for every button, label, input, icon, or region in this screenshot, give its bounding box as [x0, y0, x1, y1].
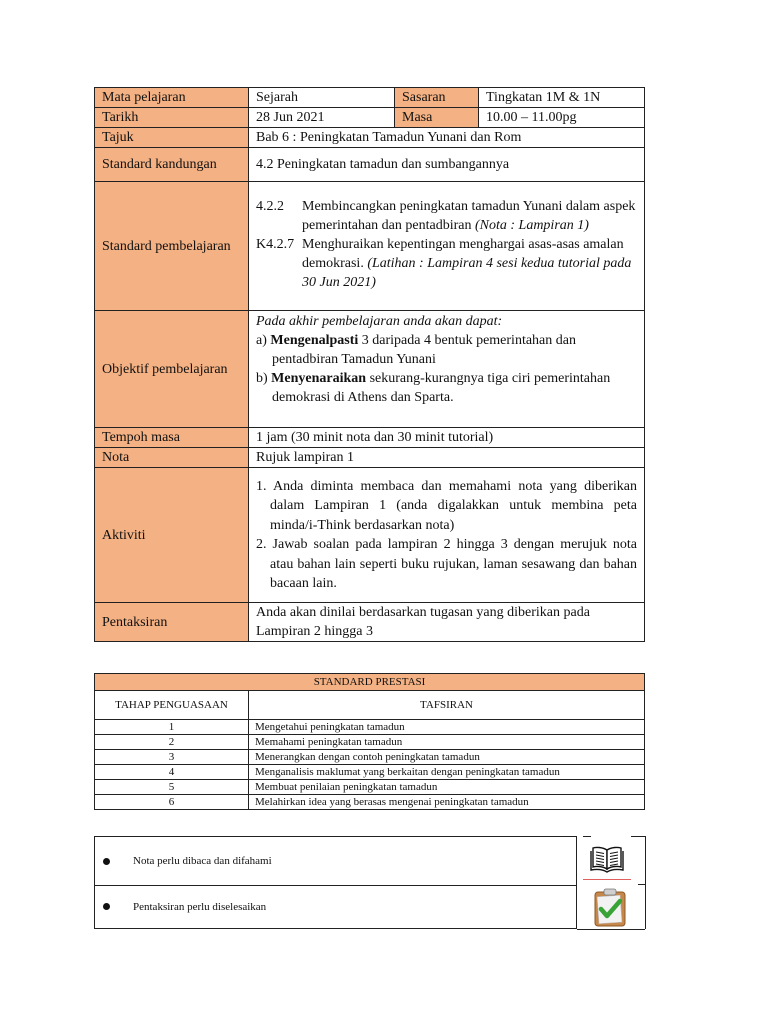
label-nota: Nota — [95, 448, 249, 468]
table-row: 6 Melahirkan idea yang berasas mengenai peningkatan tamadun — [95, 795, 645, 810]
standard-prestasi-title: STANDARD PRESTASI — [95, 674, 645, 691]
value-notes: Rujuk lampiran 1 — [249, 448, 645, 468]
lesson-plan-table — [94, 87, 645, 642]
header-row — [95, 691, 645, 720]
objective-item: b) Menyenaraikan sekurang-kurangnya tiga ciri pemerintahan demokrasi di Athens dan Sparta. — [256, 371, 611, 405]
objectives-intro: Pada akhir pembelajaran anda akan dapat: — [256, 314, 503, 329]
row-mata-pelajaran — [95, 88, 645, 108]
activity-item: 1. Anda diminta membaca dan memahami nota yang diberikan dalam Lampiran 1 (anda digalakkan untuk membina peta minda/i-Think berdasarkan nota) — [256, 478, 637, 533]
label-tarikh: Tarikh — [95, 108, 249, 128]
table-row: 1 Mengetahui peningkatan tamadun — [95, 720, 645, 735]
row-nota — [95, 448, 645, 468]
label-pentaksiran: Pentaksiran — [95, 603, 249, 642]
clipboard-check-icon — [593, 887, 627, 927]
bullet-icon — [103, 903, 110, 910]
label-tempoh: Tempoh masa — [95, 428, 249, 448]
label-standard-kandungan: Standard kandungan — [95, 148, 249, 182]
value-content-standard: 4.2 Peningkatan tamadun dan sumbangannya — [249, 148, 645, 182]
learning-standard-item: 4.2.2 Membincangkan peningkatan tamadun Yunani dalam aspek pemerintahan dan pentadbiran (Nota : Lampiran 1) — [256, 198, 636, 233]
table-row: 2 Memahami peningkatan tamadun — [95, 735, 645, 750]
reminder-text: Pentaksiran perlu diselesaikan — [133, 900, 267, 913]
standard-prestasi-table — [94, 673, 645, 810]
label-mata-pelajaran: Mata pelajaran — [95, 88, 249, 108]
learning-standards — [249, 182, 645, 311]
row-tarikh — [95, 108, 645, 128]
reminders-box — [94, 836, 644, 929]
learning-standard-item: K4.2.7 Menghuraikan kepentingan menghargai asas-asas amalan demokrasi. (Latihan : Lampiran 4 sesi kedua tutorial pada 30 Jun 2021) — [256, 236, 632, 290]
objectives — [249, 311, 645, 428]
bullet-icon — [103, 858, 110, 865]
activities — [249, 468, 645, 603]
table-row: 4 Menganalisis maklumat yang berkaitan dengan peningkatan tamadun — [95, 765, 645, 780]
value-target: Tingkatan 1M & 1N — [479, 88, 645, 108]
row-aktiviti — [95, 468, 645, 603]
table-row: 5 Membuat penilaian peningkatan tamadun — [95, 780, 645, 795]
value-assessment: Anda akan dinilai berdasarkan tugasan yang diberikan pada Lampiran 2 hingga 3 — [249, 603, 645, 642]
activity-item: 2. Jawab soalan pada lampiran 2 hingga 3 dengan merujuk nota atau bahan lain seperti buku rujukan, laman sesawang dan bahan bacaan lain. — [256, 537, 637, 591]
value-date: 28 Jun 2021 — [249, 108, 395, 128]
reminder-item — [94, 836, 577, 886]
reminder-text: Nota perlu dibaca dan difahami — [133, 855, 272, 867]
reminder-item — [94, 885, 577, 929]
label-aktiviti: Aktiviti — [95, 468, 249, 603]
value-duration: 1 jam (30 minit nota dan 30 minit tutorial) — [249, 428, 645, 448]
icon-column — [576, 836, 646, 929]
value-time: 10.00 – 11.00pg — [479, 108, 645, 128]
row-pentaksiran — [95, 603, 645, 642]
book-icon — [590, 845, 624, 873]
label-objektif: Objektif pembelajaran — [95, 311, 249, 428]
row-objektif — [95, 311, 645, 428]
row-tajuk — [95, 128, 645, 148]
label-tajuk: Tajuk — [95, 128, 249, 148]
header-tafsiran: TAFSIRAN — [249, 691, 645, 720]
row-standard-kandungan — [95, 148, 645, 182]
label-masa: Masa — [395, 108, 479, 128]
objective-item: a) Mengenalpasti 3 daripada 4 bentuk pemerintahan dan pentadbiran Tamadun Yunani — [256, 333, 576, 367]
label-standard-pembelajaran: Standard pembelajaran — [95, 182, 249, 311]
header-tahap: TAHAP PENGUASAAN — [95, 691, 249, 720]
row-standard-pembelajaran — [95, 182, 645, 311]
value-subject: Sejarah — [249, 88, 395, 108]
divider — [583, 879, 631, 880]
row-tempoh — [95, 428, 645, 448]
value-topic: Bab 6 : Peningkatan Tamadun Yunani dan Rom — [249, 128, 645, 148]
table-row: 3 Menerangkan dengan contoh peningkatan tamadun — [95, 750, 645, 765]
label-sasaran: Sasaran — [395, 88, 479, 108]
